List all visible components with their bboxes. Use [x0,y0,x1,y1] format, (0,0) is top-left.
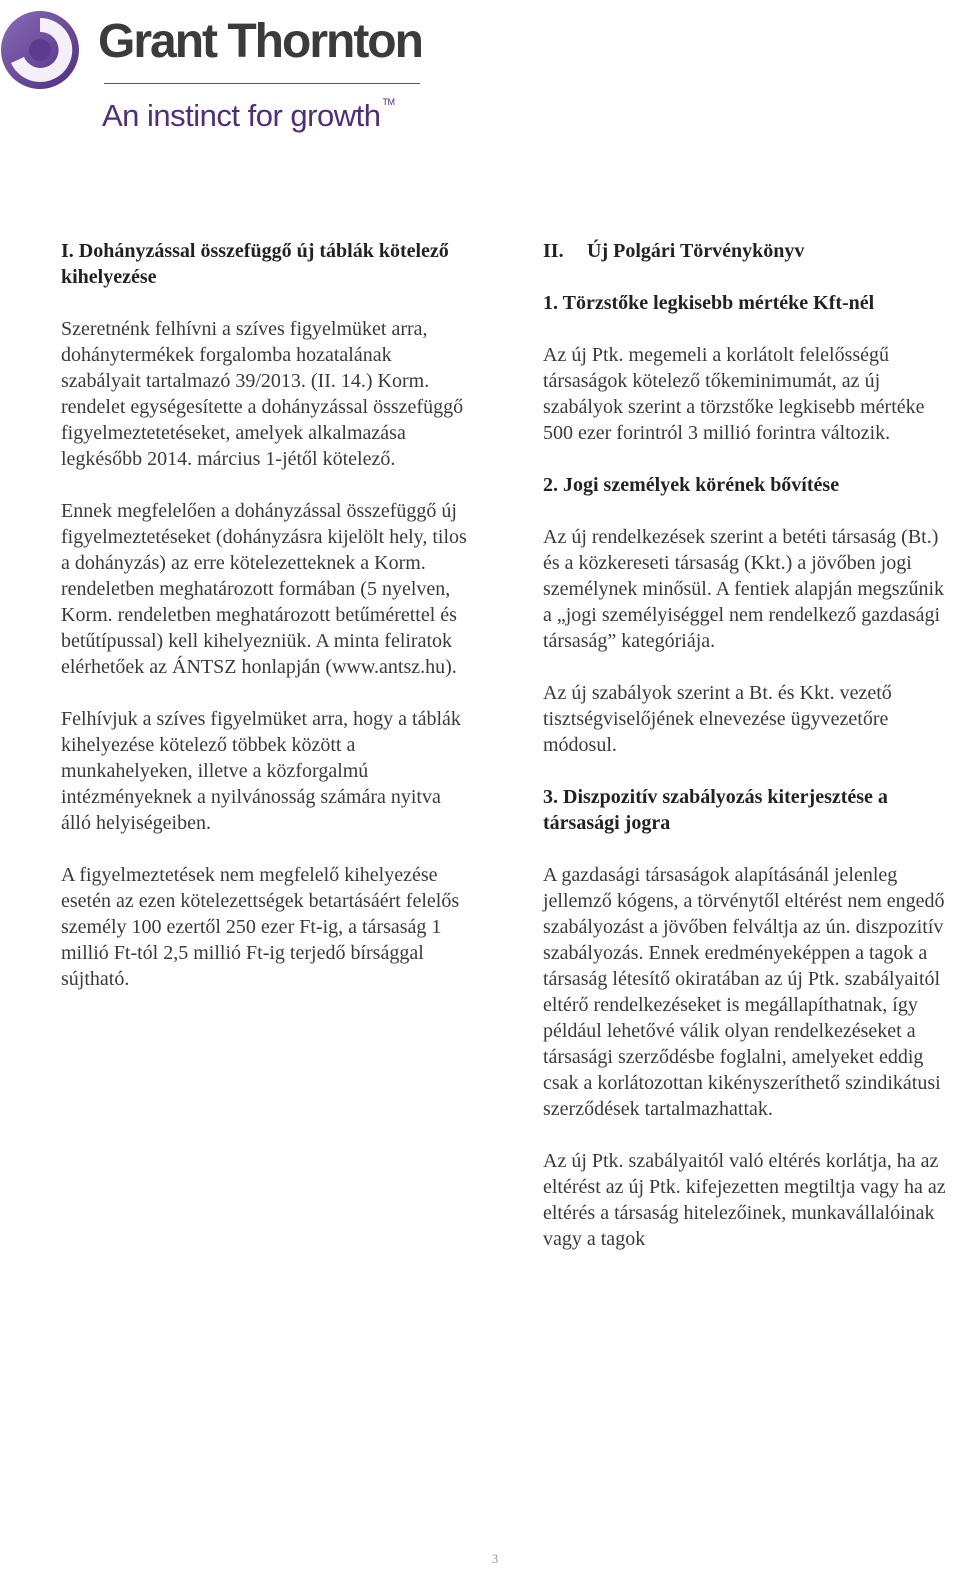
subsection-heading: 1. Törzstőke legkisebb mértéke Kft-nél [543,292,875,314]
section-i-heading: I. Dohányzással összefüggő új táblák kötelező kihelyezése [61,240,449,288]
paragraph: A figyelmeztetések nem megfelelő kihelyezése esetén az ezen kötelezettségek betartásáért felelős személy 100 ezertől 250 ezer Ft-ig, a társaság 1 millió Ft-tól 2,5 millió Ft-ig terjedő bírsággal sújtható. [61,864,460,990]
paragraph: Az új szabályok szerint a Bt. és Kkt. vezető tisztségviselőjének elnevezése ügyvezetőre módosul. [543,682,892,756]
paragraph: Az új Ptk. szabályaitól való eltérés korlátja, ha az eltérést az új Ptk. kifejezetten megtiltja vagy ha az eltérés a társaság hitelezőinek, munkavállalóinak vagy a tagok [543,1150,946,1250]
section-title: Új Polgári Törvénykönyv [587,240,805,262]
subsection-heading: 2. Jogi személyek körének bővítése [543,474,840,496]
section-ii-heading [543,238,953,264]
grant-thornton-mark-icon [0,8,84,92]
subsection-heading: 3. Diszpozitív szabályozás kiterjesztése a társasági jogra [543,786,888,834]
brand-tagline [102,97,395,133]
paragraph: Felhívjuk a szíves figyelmüket arra, hogy a táblák kihelyezése kötelező többek között a munkahelyeken, illetve a közforgalmú intézményeknek a nyilvánosság számára nyitva álló helyiségeiben. [61,708,461,834]
paragraph: A gazdasági társaságok alapításánál jelenleg jellemző kógens, a törvénytől eltérést nem engedő szabályozást a jövőben felváltja az ún. diszpozitív szabályozás. Ennek eredményeképpen a tagok a társaság létesítő okiratában az új Ptk. szabályaitól eltérő rendelkezéseket is megállapíthatnak, így például lehetővé válik olyan rendelkezéseket a társasági szerződésbe foglalni, amelyeket eddig csak a korlátozottan kikényszeríthető szindikátusi szerződések tartalmazhattak. [543,864,945,1120]
left-column [61,238,471,1018]
paragraph: Az új Ptk. megemeli a korlátolt felelősségű társaságok kötelező tőkeminimumát, az új szabályok szerint a törzstőke legkisebb mértéke 500 ezer forintról 3 millió forintra változik. [543,344,925,444]
trademark-symbol: TM [382,97,395,107]
page-number: 3 [491,1551,499,1566]
brand-name: Grant Thornton [98,15,422,68]
logo-divider [104,83,420,84]
paragraph: Szeretnénk felhívni a szíves figyelmüket arra, dohánytermékek forgalomba hozatalának szabályait tartalmazó 39/2013. (II. 14.) Korm. rendelet egységesítette a dohányzással összefüggő figyelmeztetetéseket, amelyek alkalmazása legkésőbb 2014. március 1-jétől kötelező. [61,318,464,470]
paragraph: Ennek megfelelően a dohányzással összefüggő új figyelmeztetéseket (dohányzásra kijelölt hely, tilos a dohányzás) az erre kötelezetteknek a Korm. rendeletben meghatározott formában (5 nyelven, Korm. rendeletben meghatározott betűmérettel és betűtípussal) kell kihelyezniük. A minta feliratok elérhetőek az ÁNTSZ honlapján (www.antsz.hu). [61,500,467,678]
tagline-text: An instinct for growth [102,98,381,133]
paragraph: Az új rendelkezések szerint a betéti társaság (Bt.) és a közkereseti társaság (Kkt.) a jövőben jogi személynek minősül. A fentiek alapján megszűnik a „jogi személyiséggel nem rendelkező gazdasági társaság” kategóriája. [543,526,945,652]
section-number: II. [543,240,564,262]
right-column [543,238,953,1278]
grant-thornton-logo [0,0,460,150]
